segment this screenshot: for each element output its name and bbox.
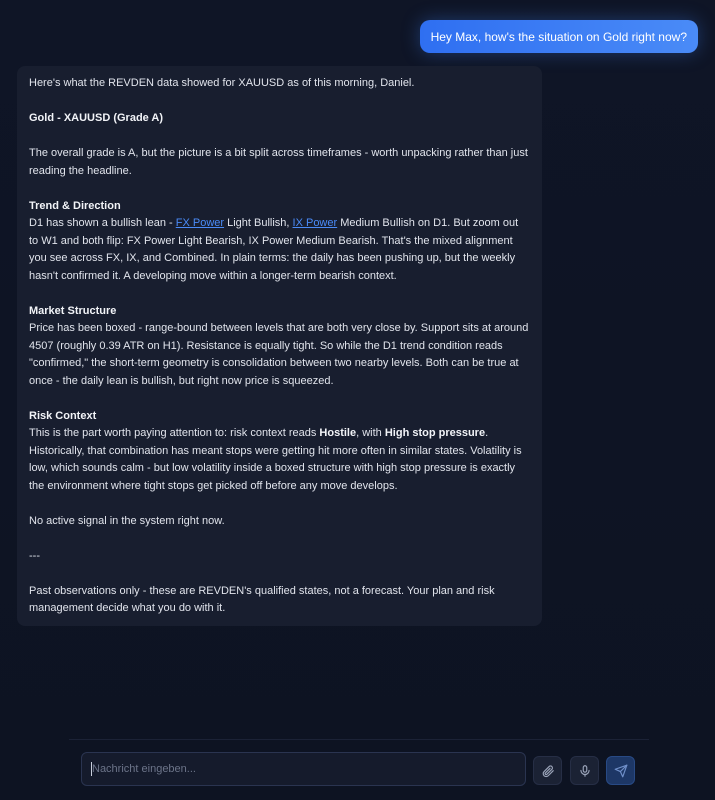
separator: --- bbox=[29, 549, 40, 562]
signal-status: No active signal in the system right now. bbox=[29, 514, 225, 527]
microphone-button[interactable] bbox=[570, 756, 599, 785]
trend-title: Trend & Direction bbox=[29, 199, 121, 212]
assistant-heading: Gold - XAUUSD (Grade A) bbox=[29, 112, 164, 124]
text-caret bbox=[91, 762, 92, 776]
disclaimer: Past observations only - these are REVDEN's qualified states, not a forecast. Your plan and risk management decide what you do with it. bbox=[29, 584, 495, 614]
user-message-bubble bbox=[420, 20, 698, 53]
risk-stop-pressure: High stop pressure bbox=[384, 427, 486, 439]
message-input[interactable] bbox=[81, 752, 526, 786]
fx-power-link[interactable]: FX Power bbox=[175, 217, 225, 229]
microphone-icon bbox=[578, 764, 592, 778]
send-icon bbox=[614, 764, 628, 778]
composer-divider bbox=[69, 739, 649, 740]
structure-title: Market Structure bbox=[29, 304, 117, 317]
risk-text-2: , with bbox=[356, 427, 385, 439]
risk-hostile: Hostile bbox=[319, 427, 357, 439]
trend-section bbox=[29, 198, 530, 286]
assistant-message-bubble bbox=[17, 66, 542, 626]
structure-section bbox=[29, 303, 530, 391]
ix-power-link[interactable]: IX Power bbox=[292, 217, 338, 229]
paperclip-icon bbox=[541, 764, 555, 778]
risk-title: Risk Context bbox=[29, 409, 97, 422]
assistant-intro: Here's what the REVDEN data showed for XAUUSD as of this morning, Daniel. bbox=[29, 77, 415, 89]
assistant-overview: The overall grade is A, but the picture is a bit split across timeframes - worth unpacking rather than just reading the headline. bbox=[29, 147, 528, 177]
attach-button[interactable] bbox=[533, 756, 562, 785]
risk-text-1: This is the part worth paying attention to: risk context reads bbox=[29, 427, 320, 439]
user-message-text: Hey Max, how's the situation on Gold right now? bbox=[430, 29, 687, 44]
trend-text-1: D1 has shown a bullish lean - bbox=[29, 217, 176, 229]
send-button[interactable] bbox=[606, 756, 635, 785]
structure-body: Price has been boxed - range-bound between levels that are both very close by. Support sits at around 4507 (roughly 0.39 ATR on H1). Resistance is equally tight. So while the D1 trend condition reads "confirmed," the short-term geometry is consolidation between two nearby levels. Both can be true at once - the daily lean is bullish, but right now price is squeezed. bbox=[29, 322, 529, 387]
trend-text-2: Light Bullish, bbox=[224, 217, 293, 229]
risk-section bbox=[29, 408, 530, 496]
risk-text-3: . Historically, that combination has meant stops were getting hit more often in similar states. Volatility is low, which sounds calm - but low volatility inside a boxed structure with high stop pressure is exactly the environment where tight stops get picked off before any move develops. bbox=[29, 427, 522, 492]
trend-text-3: Medium Bullish on D1. But zoom out to W1 and both flip: FX Power Light Bearish, IX Power Medium Bearish. That's the mixed alignment you see across FX, IX, and Combined. In plain terms: the daily has been pushing up, but the weekly hasn't confirmed it. A developing move within a longer-term bearish context. bbox=[29, 217, 519, 282]
